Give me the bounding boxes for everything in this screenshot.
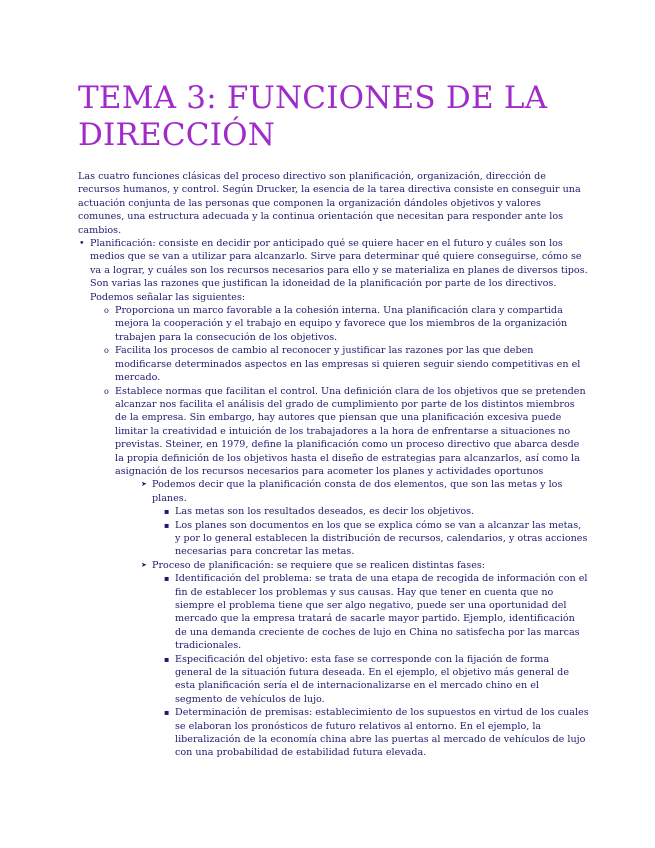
element-text: Las metas son los resultados deseados, es decir los objetivos. — [175, 506, 475, 518]
square-bullet-icon: ▪ — [164, 520, 170, 530]
square-bullet-icon: ▪ — [164, 574, 170, 584]
list-item — [164, 505, 589, 518]
list-item-planificacion — [78, 237, 589, 760]
bullet-icon: • — [79, 238, 85, 250]
subtopics-list — [115, 478, 589, 760]
element-text: Los planes son documentos en los que se explica cómo se van a alcanzar las metas, y por lo general establecen la distribución de recursos, calendarios, y otras acciones necesarias para concretar las metas. — [175, 519, 588, 558]
phase-text: Especificación del objetivo: esta fase se corresponde con la fijación de forma general de la situación futura deseada. En el ejemplo, el objetivo más general de esta planificación sería el de internacionalizarse en el mercado chino en el segmento de vehículos de lujo. — [175, 653, 569, 705]
list-item-elements — [141, 478, 589, 558]
reasons-list — [90, 304, 589, 760]
phase-text: Identificación del problema: se trata de una etapa de recogida de información con el fin de establecer los problemas y sus causas. Hay que tener en cuenta que no siempre el problema tiene que ser algo negativo, puede ser una oportunidad del mercado que la empresa tratará de sacarle mayor partido. Ejemplo, identificación de una demanda creciente de coches de lujo en China no satisfecha por las marcas tradicionales. — [175, 573, 588, 652]
circle-bullet-icon: o — [104, 306, 109, 316]
list-item — [102, 304, 589, 344]
circle-bullet-icon: o — [104, 346, 109, 356]
list-item — [102, 385, 589, 760]
reason-text: Establece normas que facilitan el control. Una definición clara de los objetivos que se pretenden alcanzar nos facilita el análisis del grado de cumplimiento por parte de los distintos miembros de la empresa. Sin embargo, hay autores que piensan que una planificación excesiva puede limitar la creatividad e intuición de los trabajadores a la hora de enfrentarse a situaciones no previstas. Steiner, en 1979, define la planificación como un proceso directivo que abarca desde la propia definición de los objetivos hasta el diseño de estrategias para alcanzarlos, así como la asignación de los recursos necesarios para acometer los planes y actividades oportunos — [115, 385, 586, 477]
list-item-process — [141, 559, 589, 760]
planificacion-text: Planificación: consiste en decidir por anticipado qué se quiere hacer en el futuro y cuáles son los medios que se van a utilizar para alcanzarlo. Sirve para determinar qué quiere conseguirse, cómo se va a lograr, y cuáles son los recursos necesarios para ello y se materializa en planes de diversos tipos. Son varias las razones que justifican la idoneidad de la planificación por parte de los directivos. Podemos señalar las siguientes: — [90, 238, 588, 303]
elements-list — [152, 505, 589, 559]
arrow-bullet-icon: ➤ — [141, 480, 147, 489]
circle-bullet-icon: o — [104, 386, 109, 396]
main-bullet-list — [78, 237, 589, 760]
square-bullet-icon: ▪ — [164, 708, 170, 718]
arrow-bullet-icon: ➤ — [141, 560, 147, 569]
square-bullet-icon: ▪ — [164, 654, 170, 664]
square-bullet-icon: ▪ — [164, 507, 170, 517]
reason-text: Proporciona un marco favorable a la cohesión interna. Una planificación clara y compartida mejora la cooperación y el trabajo en equipo y favorece que los miembros de la organización trabajen para la consecución de los objetivos. — [115, 305, 568, 343]
list-item — [164, 572, 589, 652]
list-item — [164, 653, 589, 707]
process-text: Proceso de planificación: se requiere que se realicen distintas fases: — [152, 559, 486, 571]
intro-paragraph: Las cuatro funciones clásicas del proceso directivo son planificación, organización, dirección de recursos humanos, y control. Según Drucker, la esencia de la tarea directiva consiste en conseguir una actuación conjunta de las personas que componen la organización dándoles objetivos y valores comunes, una estructura adecuada y la continua orientación que necesitan para responder ante los cambios. — [78, 171, 581, 236]
reason-text: Facilita los procesos de cambio al reconocer y justificar las razones por las que deben modificarse determinados aspectos en las empresas si quieren seguir siendo competitivas en el mercado. — [115, 345, 581, 384]
phase-text: Determinación de premisas: establecimiento de los supuestos en virtud de los cuales se elaboran los pronósticos de futuro relativos al entorno. En el ejemplo, la liberalización de la economía china abre las puertas al mercado de vehículos de lujo con una probabilidad de estabilidad futura elevada. — [175, 707, 589, 759]
elements-text: Podemos decir que la planificación consta de dos elementos, que son las metas y los planes. — [152, 479, 563, 504]
page-title: TEMA 3: FUNCIONES DE LA DIRECCIÓN — [78, 80, 548, 153]
process-phases-list — [152, 572, 589, 760]
list-item — [164, 519, 589, 559]
list-item — [164, 706, 589, 760]
list-item — [102, 344, 589, 384]
